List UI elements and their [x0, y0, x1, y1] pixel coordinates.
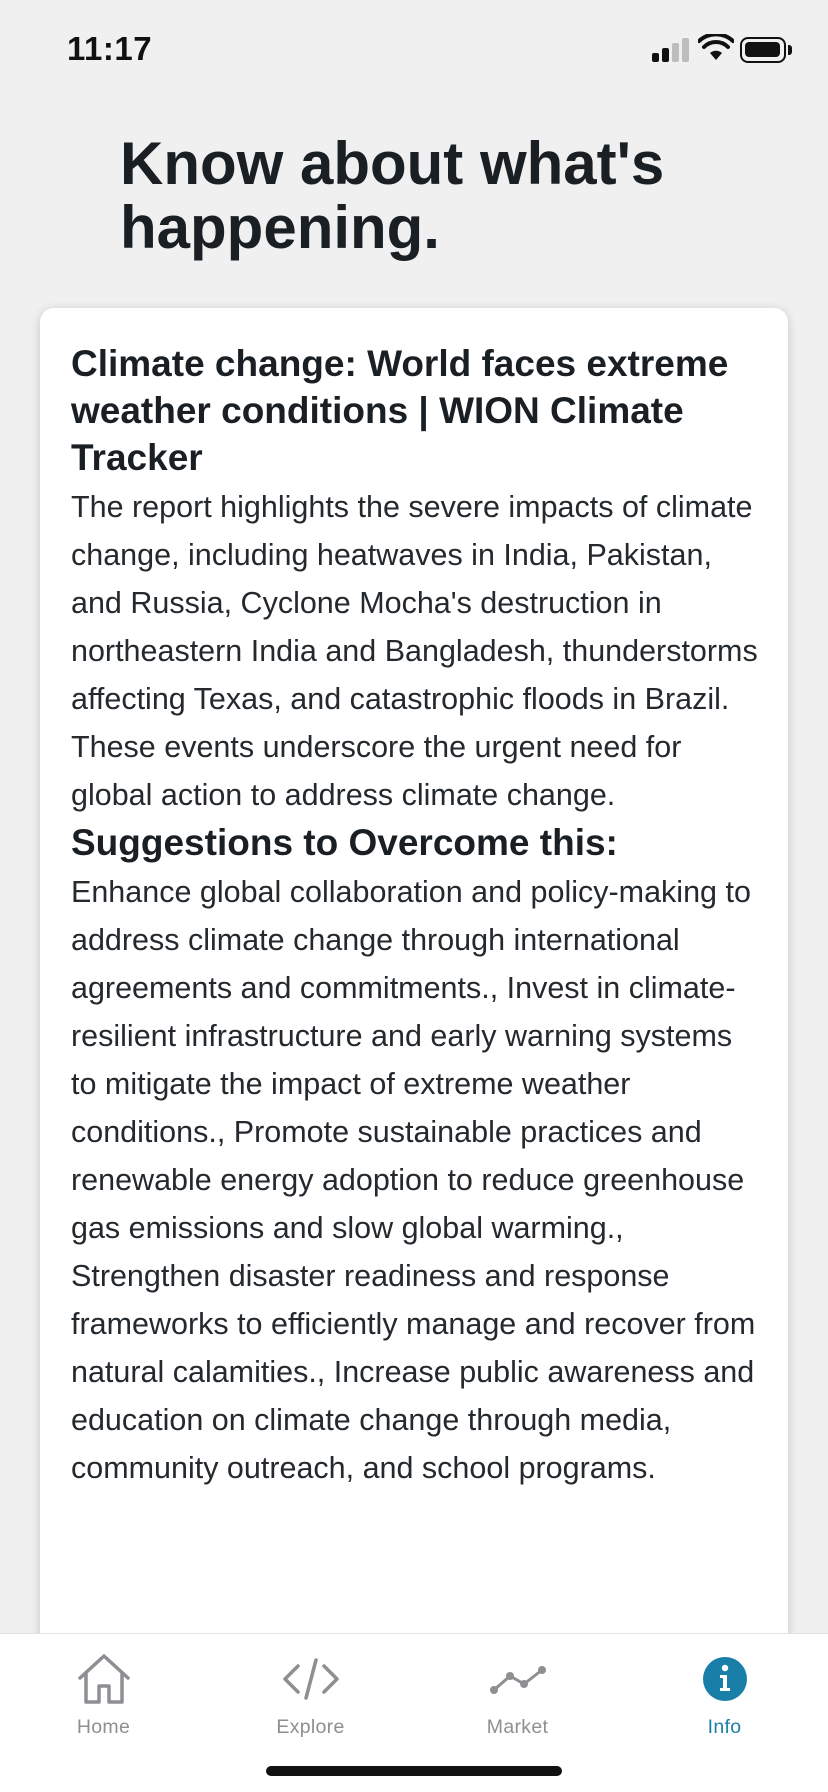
tab-explore[interactable]	[207, 1634, 414, 1744]
tab-label: Info	[707, 1716, 742, 1738]
line-chart-icon	[488, 1650, 548, 1708]
news-card[interactable]	[40, 308, 788, 1708]
tab-label: Home	[76, 1716, 131, 1738]
status-bar	[0, 0, 828, 100]
wifi-icon	[698, 34, 734, 62]
article-title: Climate change: World faces extreme weather conditions | WION Climate Tracker	[71, 343, 729, 478]
battery-icon	[740, 37, 792, 63]
cellular-signal-icon	[652, 38, 690, 62]
code-icon	[281, 1650, 341, 1708]
page-title: Know about what's happening.	[120, 130, 665, 261]
tab-label: Explore	[276, 1716, 345, 1738]
info-icon	[695, 1650, 755, 1708]
home-icon	[74, 1650, 134, 1708]
tab-home[interactable]	[0, 1634, 207, 1744]
tab-label: Market	[486, 1716, 549, 1738]
suggestions-text: Enhance global collaboration and policy-making to address climate change through international agreements and commitments., Invest in climate-resilient infrastructure and early warning systems to mitigate the impact of extreme weather conditions., Promote sustainable practices and renewable energy adoption to reduce greenhouse gas emissions and slow global warming., Strengthen disaster readiness and response frameworks to efficiently manage and recover from natural calamities., Increase public awareness and education on climate change through media, community outreach, and school programs.	[71, 875, 756, 1485]
tab-bar	[0, 1633, 828, 1792]
status-time: 11:17	[67, 30, 153, 67]
suggestions-heading: Suggestions to Overcome this:	[71, 822, 618, 863]
article-summary: The report highlights the severe impacts of climate change, including heatwaves in India, Pakistan, and Russia, Cyclone Mocha's destruction in northeastern India and Bangladesh, thunderstorms affecting Texas, and catastrophic floods in Brazil. These events underscore the urgent need for global action to address climate change.	[71, 490, 758, 812]
tab-market[interactable]	[414, 1634, 621, 1744]
tab-info[interactable]	[621, 1634, 828, 1744]
home-indicator	[266, 1766, 562, 1776]
